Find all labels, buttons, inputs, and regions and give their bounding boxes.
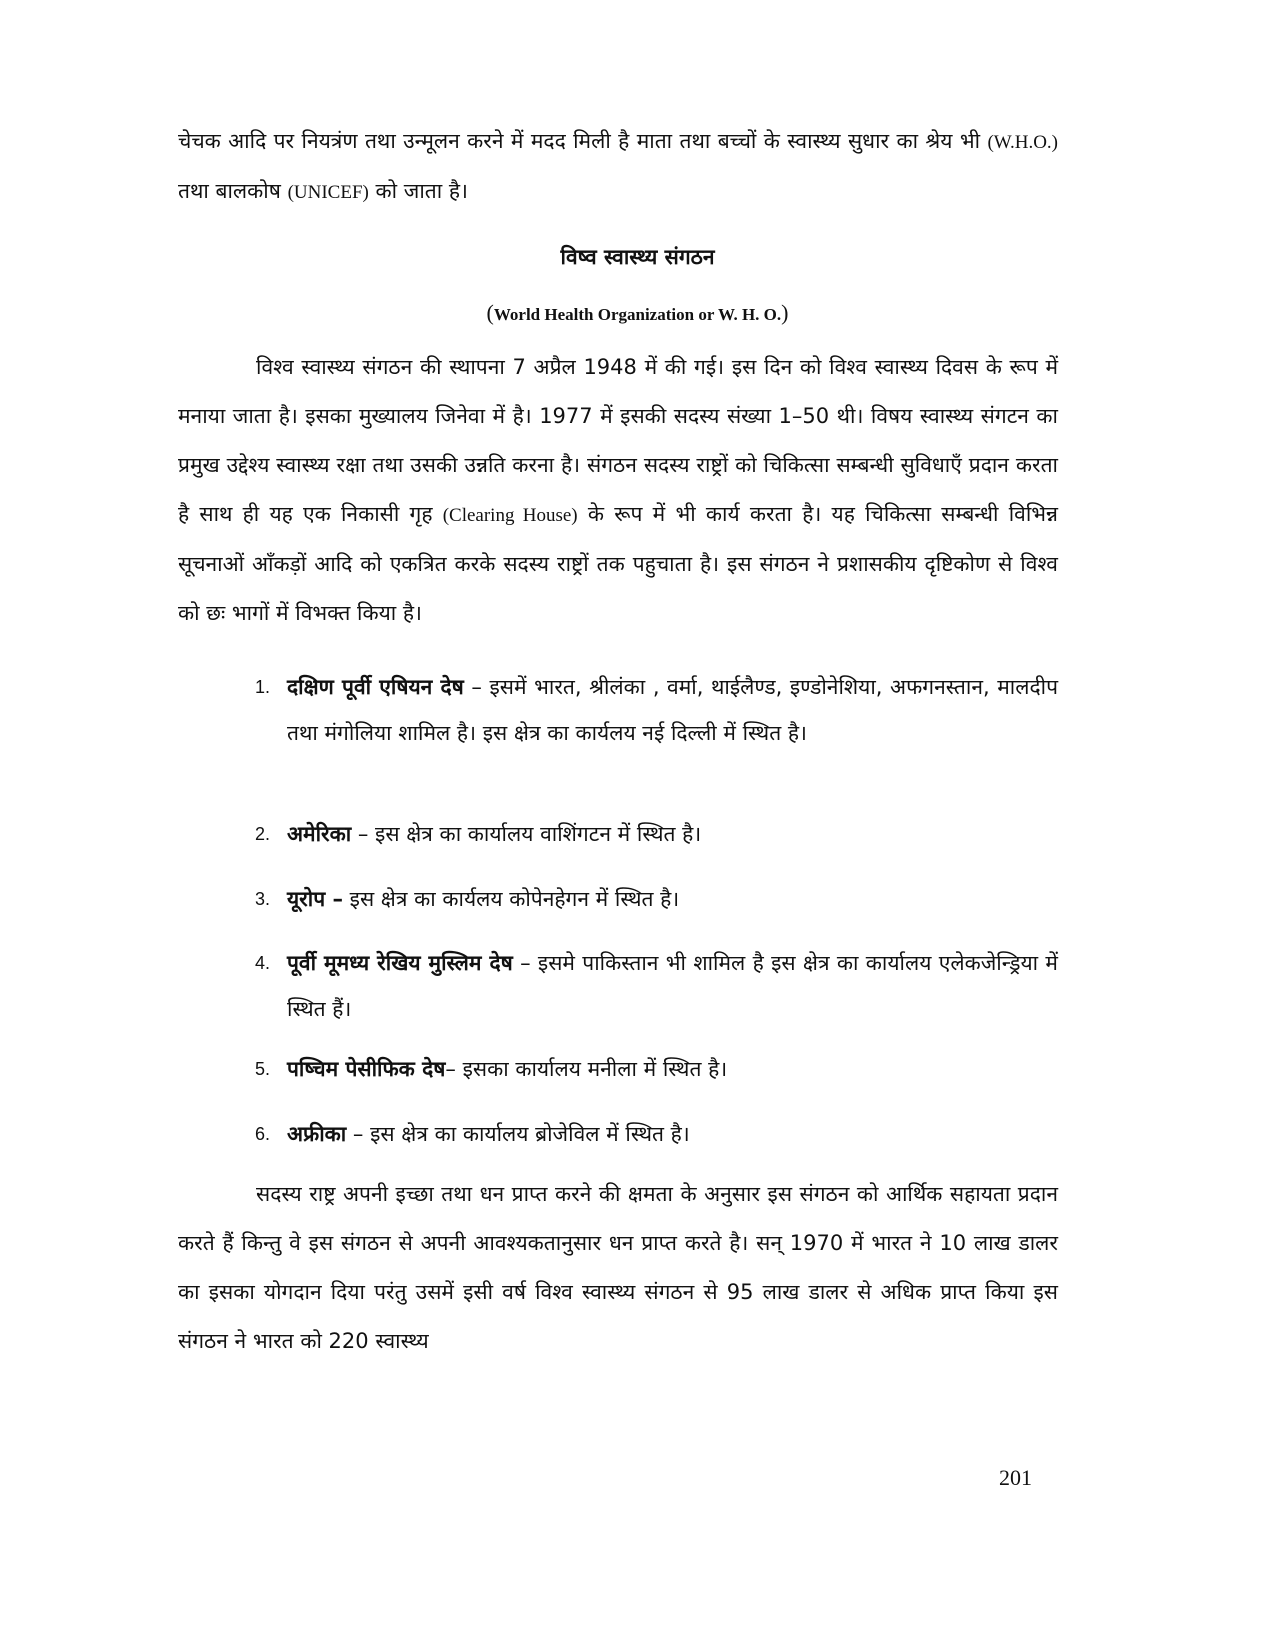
region-name: दक्षिण पूर्वी एषियन देष [287, 675, 464, 699]
unicef-abbreviation: (UNICEF) [287, 182, 369, 203]
list-item [255, 1046, 1058, 1092]
funding-paragraph: सदस्य राष्ट्र अपनी इच्छा तथा धन प्राप्त करने की क्षमता के अनुसार इस संगठन को आर्थिक सहायता प्रदान करते हैं किन्तु वे इस संगठन से अपनी आवश्यकतानुसार धन प्राप्त करते है। सन् 1970 में भारत ने 10 लाख डालर का इसका योगदान दिया परंतु उसमें इसी वर्ष विश्व स्वास्थ्य संगठन से 95 लाख डालर से अधिक प्राप्त किया इस संगठन ने भारत को 220 स्वास्थ्य [178, 1182, 1058, 1353]
list-item-number: 1. [255, 677, 271, 697]
list-item-number: 4. [255, 953, 271, 973]
intro-text-a: चेचक आदि पर नियत्रंण तथा उन्मूलन करने में मदद मिली है माता तथा बच्चों के स्वास्थ्य सुधार का श्रेय भी [178, 129, 988, 153]
region-description: – इसमे पाकिस्तान भी शामिल है इस क्षेत्र का कार्यालय एलेकजेन्ड्रिया में स्थित हैं। [287, 951, 1058, 1021]
who-paragraph [178, 343, 1058, 638]
list-item [255, 876, 1058, 922]
list-item-number: 3. [255, 889, 271, 909]
who-paragraph-text-a: विश्व स्वास्थ्य संगठन की स्थापना 7 अप्रैल 1948 में की गई। इस दिन को विश्व स्वास्थ्य दिवस के रूप में मनाया जाता है। इसका मुख्यालय जिनेवा में है। 1977 में इसकी सदस्य संख्या 1–50 थी। विषय स्वास्थ्य संगटन का प्रमुख उद्देश्य स्वास्थ्य रक्षा तथा उसकी उन्नति करना है। संगठन सदस्य राष्ट्रों को चिकित्सा सम्बन्धी सुविधाएँ प्रदान करता है साथ ही यह एक निकासी गृह [178, 355, 1058, 526]
region-description: – इसमें भारत, श्रीलंका , वर्मा, थाईलैण्ड, इण्डोनेशिया, अफगनस्तान, मालदीप तथा मंगोलिया शामिल है। इस क्षेत्र का कार्यलय नई दिल्ली में स्थित है। [287, 675, 1059, 745]
list-item [255, 940, 1058, 1032]
clearing-house-term: (Clearing House) [442, 505, 578, 526]
page-number: 201 [999, 1465, 1032, 1490]
who-paragraph-text-b: के रूप में भी कार्य करता है। यह चिकित्सा सम्बन्धी विभिन्न सूचनाओं ऑंकड़ों आदि को एकत्रित करके सदस्य राष्ट्रों तक पहुचाता है। इस संगठन ने प्रशासकीय दृष्टिकोण से विश्व को छः भागों में विभक्त किया है। [178, 502, 1058, 625]
intro-text-c: को जाता है। [368, 179, 468, 203]
subheading-text: World Health Organization or W. H. O. [493, 305, 782, 324]
region-description: – इस क्षेत्र का कार्यालय ब्रोजेविल में स्थित है। [346, 1122, 690, 1146]
intro-paragraph [178, 117, 1058, 217]
region-name: पष्चिम पेसीफिक देष [287, 1057, 446, 1081]
list-item-number: 5. [255, 1059, 271, 1079]
region-description: – इसका कार्यालय मनीला में स्थित है। [445, 1057, 728, 1081]
section-heading: विष्व स्वास्थ्य संगठन [560, 245, 715, 269]
list-item-number: 2. [255, 824, 271, 844]
region-description: – इस क्षेत्र का कार्यालय वाशिंगटन में स्थित है। [351, 822, 702, 846]
section-subheading: (World Health Organization or W. H. O.) [486, 300, 789, 325]
region-name: अफ्रीका [287, 1122, 347, 1146]
who-abbreviation: (W.H.O.) [987, 132, 1058, 153]
intro-text-b: तथा बालकोष [178, 179, 288, 203]
list-item [255, 811, 1058, 857]
list-item-number: 6. [255, 1124, 271, 1144]
list-item [255, 664, 1058, 756]
region-name: अमेरिका [287, 822, 352, 846]
list-item [255, 1111, 1058, 1157]
region-description: इस क्षेत्र का कार्यलय कोपेनहेगन में स्थित है। [342, 887, 680, 911]
region-name: यूरोप – [287, 887, 343, 911]
region-name: पूर्वी मूमध्य रेखिय मुस्लिम देष [287, 951, 513, 975]
